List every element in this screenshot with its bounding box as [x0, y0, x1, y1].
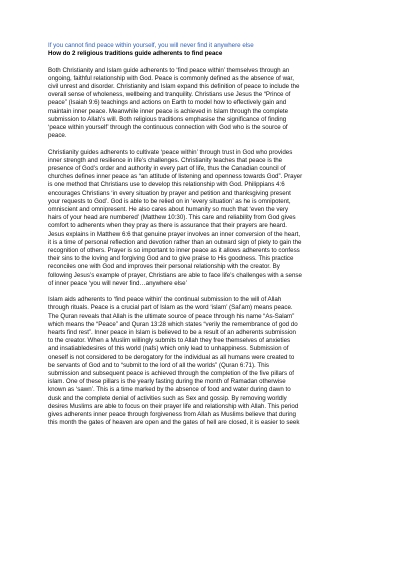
text-line: peace” (Isaiah 9:6) teachings and actions on Earth to model how to effectively gain and — [48, 99, 287, 107]
document-heading: How do 2 religious traditions guide adherents to find peace — [48, 50, 223, 58]
text-line: encourages Christians ‘in every situation by prayer and petition and thanksgiving present — [48, 189, 291, 197]
text-line: and insatiabledesires of this world (nafs) which only lead to unhappiness. Submission of — [48, 345, 289, 353]
text-line: desires Muslims are able to focus on their prayer life and relationship with Allah. This period — [48, 402, 299, 410]
text-line: ongoing, faithful relationship with God. Peace is commonly defined as the absence of war, — [48, 74, 294, 82]
text-line: submission and subsequent peace is achieved through the completion of the five pillars of — [48, 370, 294, 378]
text-line: following Jesus’s example of prayer, Christians are able to face life’s challenges with a sense — [48, 271, 302, 279]
text-line: this month the gates of heaven are open and the gates of hell are closed, it is easier to seek — [48, 419, 300, 427]
text-line: hearts find rest”. Inner peace in Islam is believed to be a result of an adherents submission — [48, 329, 296, 337]
text-line: dusk and the complete denial of activities such as Sex and gossip. By removing worldly — [48, 394, 287, 402]
text-line: gives adherents inner peace through forgiveness from Allah as Muslims believe that during — [48, 411, 296, 419]
text-line: be servants of God and to “submit to the lord of all the worlds” (Quran 6:71). This — [48, 361, 270, 369]
text-line: which means the “Peace” and Quran 13:28 which states “verily the remembrance of god do — [48, 320, 298, 328]
text-line: it is a time of personal reflection and devotion rather than an outward sign of piety to gain the — [48, 238, 302, 246]
text-line: through rituals. Peace is a crucial part of Islam as the word ‘islam’ (Sal’am) means peace. — [48, 304, 293, 312]
text-line: recognition of others. Prayer is so important to inner peace as it allows adherents to confess — [48, 247, 300, 255]
text-line: civil unrest and disorder. Christianity and Islam expand this definition of peace to include the — [48, 83, 300, 90]
text-line: The Quran reveals that Allah is the ultimate source of peace through his name “As-Salam” — [48, 312, 295, 320]
text-line: ‘peace within yourself’ through the continuous connection with God who is the source of — [48, 124, 288, 132]
text-line: of inner peace ‘you will never find…anywhere else’ — [48, 279, 187, 287]
document-quote: If you cannot find peace within yourself, you will never find it anywhere else — [48, 42, 254, 49]
text-line: peace. — [48, 132, 67, 140]
text-line: maintain inner peace. Meanwhile inner peace is achieved in Islam through the complete — [48, 107, 289, 115]
text-line: comfort to adherents when they pray as there is assurance that their prayers are heard. — [48, 222, 288, 230]
text-line: Islam aids adherents to ‘find peace within’ the continual submission to the will of Allah — [48, 296, 282, 304]
paragraph-intro — [48, 67, 352, 141]
text-line: islam. One of these pillars is the yearly fasting during the month of Ramadan otherwise — [48, 378, 286, 386]
text-line: their sins to the loving and forgiving God and to give praise to His goodness. This practice — [48, 255, 294, 263]
text-line: Both Christianity and Islam guide adherents to ‘find peace within’ themselves through an — [48, 66, 290, 74]
text-line: hairs of your head are numbered’ (Matthew 10:30). This care and reliability from God gives — [48, 214, 296, 222]
text-line: presence of God’s order and authority in every part of life, thus the Canadian council of — [48, 165, 286, 173]
paragraph-christianity — [48, 149, 352, 288]
text-line: known as ‘sawn’. This is a time marked by the absence of food and water during dawn to — [48, 386, 291, 394]
text-line: churches defines inner peace as “an attitude of listening and openness towards God”. Prayer — [48, 173, 303, 181]
text-line: submission to Allah’s will. Both religious traditions emphasise the significance of finding — [48, 115, 287, 123]
text-line: your requests to God’. God is able to be relied on in ‘every situation’ as he is omnipotent, — [48, 197, 291, 205]
text-line: overall sense of wholeness, wellbeing and tranquility. Christians use Jesus the “Prince of — [48, 91, 291, 99]
text-line: is one method that Christians use to develop this relationship with God. Philippians 4:6 — [48, 181, 285, 189]
text-line: omniscient and omnipresent. He also cares about humanity so much that ‘even the very — [48, 206, 289, 214]
paragraph-islam — [48, 296, 352, 427]
text-line: Christianity guides adherents to cultivate ‘peace within’ through trust in God who provides — [48, 148, 293, 156]
text-line: Jesus explains in Matthew 6:6 that genuine prayer involves an inner conversion of the heart, — [48, 230, 301, 238]
text-line: inner strength and resilience in life’s challenges. Christianity teaches that peace is the — [48, 156, 283, 164]
text-line: reconciles one with God and improves their personal relationship with the creator. By — [48, 263, 280, 271]
text-line: oneself is not considered to be derogatory for the individual as all humans were created to — [48, 353, 295, 361]
text-line: to the creator. When a Muslim willingly submits to Allah they free themselves of anxieties — [48, 337, 291, 345]
